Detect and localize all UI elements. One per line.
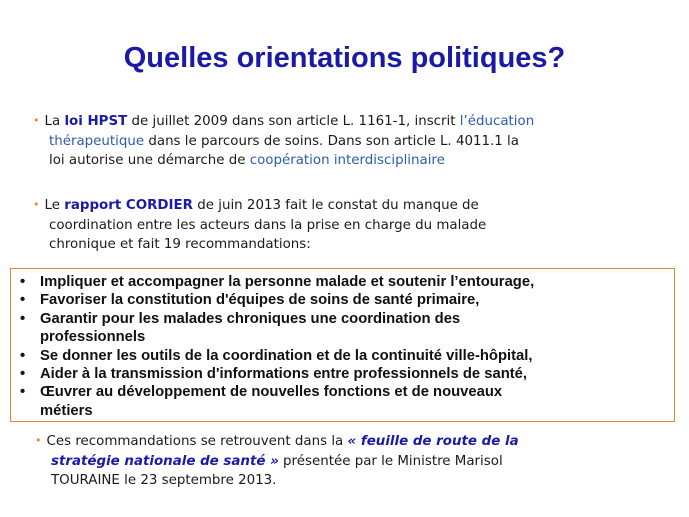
- loi-hpst-emphasis: loi HPST: [64, 114, 128, 129]
- education-therapeutique-highlight: l’éducation: [459, 114, 535, 129]
- bullet-icon: •: [35, 434, 42, 447]
- paragraph-line: [35, 452, 645, 472]
- paragraph-line: coordination entre les acteurs dans la prise en charge du malade: [49, 217, 487, 233]
- text-run: Le: [44, 198, 65, 213]
- rapport-cordier-emphasis: rapport CORDIER: [64, 198, 193, 213]
- bullet-icon: •: [20, 292, 26, 309]
- paragraph-line: [33, 132, 643, 152]
- slide-title: Quelles orientations politiques?: [123, 42, 566, 74]
- cooperation-highlight: coopération interdisciplinaire: [249, 153, 445, 168]
- education-therapeutique-highlight: thérapeutique: [49, 133, 145, 149]
- paragraph-line: [35, 432, 645, 452]
- text-run: dans le parcours de soins. Dans son article L. 4011.1 la: [144, 133, 519, 149]
- paragraph-line: [33, 112, 643, 132]
- recommendation-continuation: métiers: [40, 402, 93, 419]
- recommendation-item: [20, 347, 675, 365]
- bullet-icon: •: [20, 310, 26, 327]
- recommendation-text: Se donner les outils de la coordination et de la continuité ville-hôpital,: [40, 347, 533, 364]
- paragraph-rapport-cordier: [33, 196, 643, 255]
- bullet-icon: •: [33, 198, 40, 211]
- bullet-icon: •: [20, 366, 26, 383]
- recommendation-text: Impliquer et accompagner la personne malade et soutenir l’entourage,: [40, 274, 535, 290]
- recommendation-item: [20, 365, 675, 383]
- text-run: présentée par le Ministre Marisol: [278, 453, 503, 469]
- recommendation-item: [20, 310, 675, 347]
- recommendation-item: [20, 383, 675, 420]
- text-run: de juillet 2009 dans son article L. 1161-1, inscrit: [127, 114, 460, 129]
- bullet-icon: •: [33, 114, 40, 127]
- text-run: La: [44, 114, 65, 129]
- paragraph-line: chronique et fait 19 recommandations:: [49, 237, 311, 252]
- bullet-icon: •: [20, 347, 26, 364]
- feuille-de-route-emphasis: stratégie nationale de santé »: [51, 453, 279, 469]
- recommendation-text: Favoriser la constitution d'équipes de soins de santé primaire,: [40, 292, 480, 309]
- text-run: de juin 2013 fait le constat du manque de: [193, 198, 479, 213]
- recommendation-continuation: professionnels: [40, 329, 146, 346]
- bullet-icon: •: [20, 384, 26, 401]
- paragraph-line: [33, 196, 643, 216]
- recommendation-text: Garantir pour les malades chroniques une coordination des: [40, 310, 461, 327]
- paragraph-line: TOURAINE le 23 septembre 2013.: [51, 473, 277, 488]
- paragraph-feuille-de-route: [35, 432, 645, 491]
- bullet-icon: •: [20, 274, 26, 290]
- recommendation-text: Aider à la transmission d'informations entre professionnels de santé,: [40, 366, 528, 383]
- paragraph-line: [33, 151, 643, 171]
- recommendation-item: [20, 273, 675, 291]
- recommendations-list: [20, 273, 675, 420]
- recommendation-item: [20, 291, 675, 309]
- paragraph-loi-hpst: [33, 112, 643, 171]
- feuille-de-route-emphasis: « feuille de route de la: [347, 434, 519, 449]
- text-run: Ces recommandations se retrouvent dans la: [46, 434, 348, 449]
- text-run: loi autorise une démarche de: [49, 153, 250, 168]
- recommendation-text: Œuvrer au développement de nouvelles fonctions et de nouveaux: [40, 384, 503, 401]
